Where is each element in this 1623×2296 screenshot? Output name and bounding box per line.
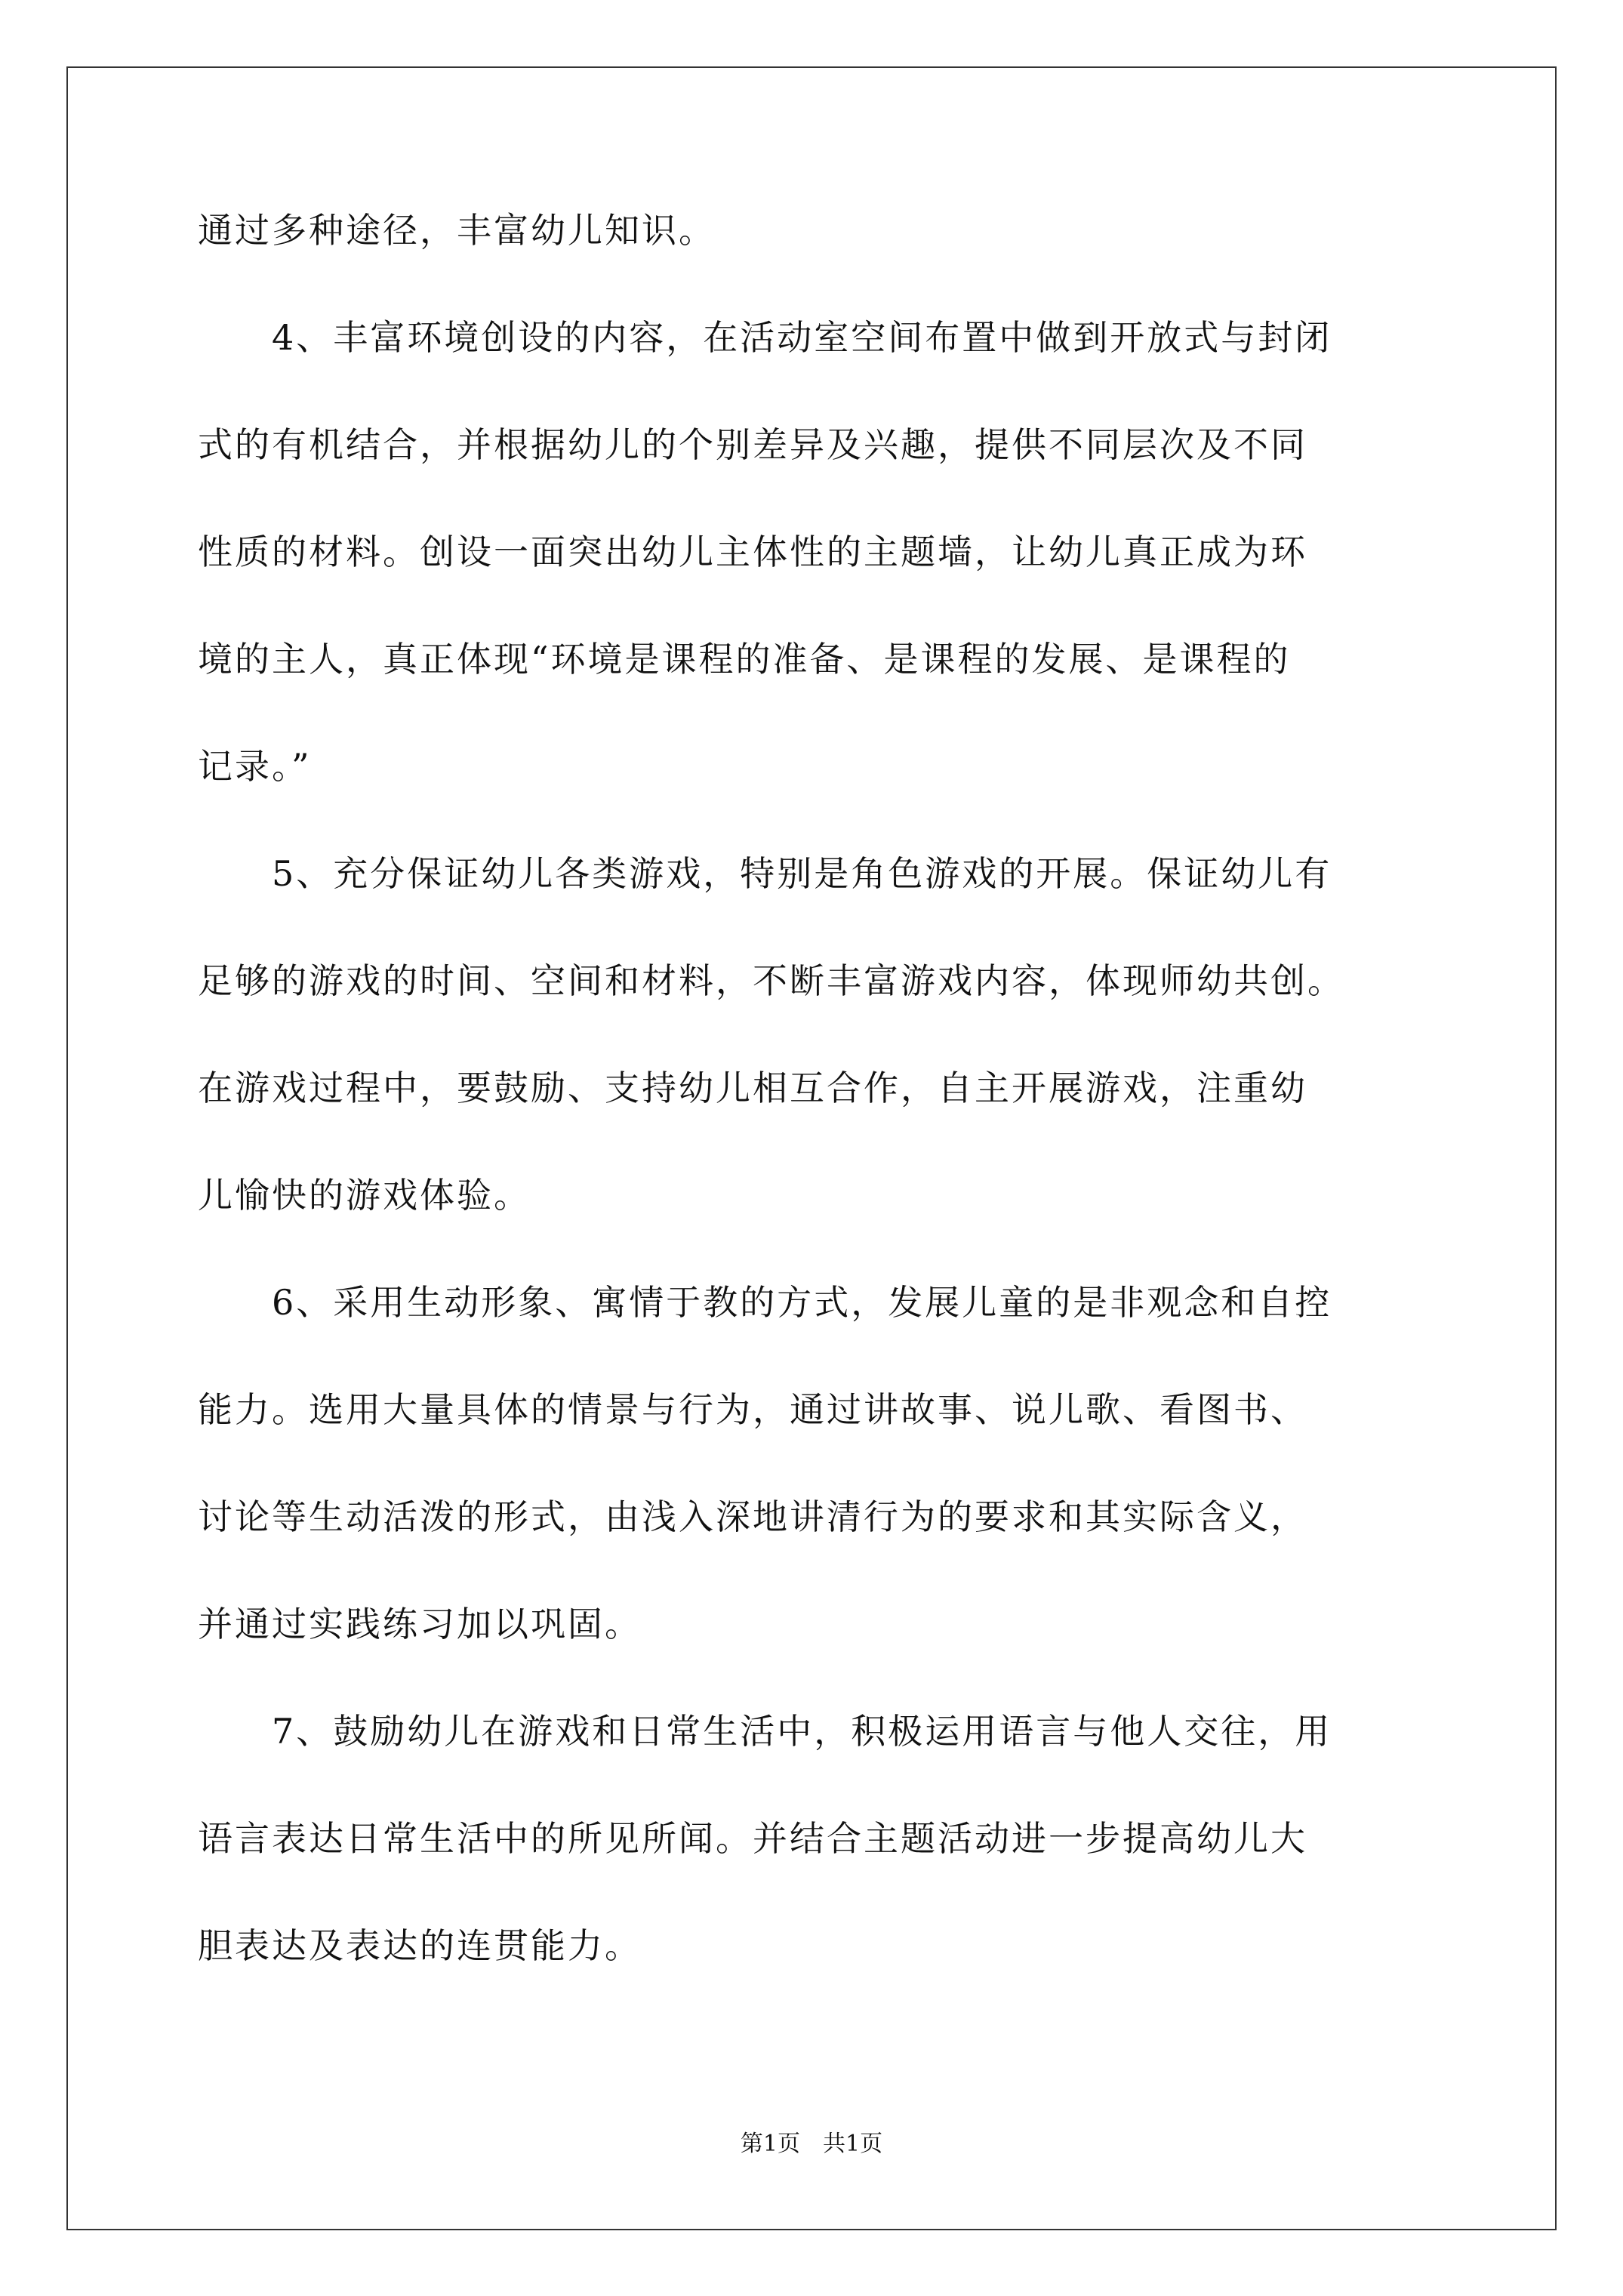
text-line: 并通过实践练习加以巩固。 [198, 1604, 642, 1644]
page-border [66, 66, 1557, 2230]
text-line: 在游戏过程中，要鼓励、支持幼儿相互合作，自主开展游戏，注重幼 [198, 1068, 1307, 1108]
text-line: 5、充分保证幼儿各类游戏，特别是角色游戏的开展。保证幼儿有 [198, 853, 1332, 894]
text-line: 4、丰富环境创设的内容，在活动室空间布置中做到开放式与封闭 [198, 317, 1332, 358]
text-line: 性质的材料。创设一面突出幼儿主体性的主题墙，让幼儿真正成为环 [198, 532, 1307, 572]
text-line: 式的有机结合，并根据幼儿的个别差异及兴趣，提供不同层次及不同 [198, 424, 1307, 465]
text-line: 胆表达及表达的连贯能力。 [198, 1925, 642, 1966]
text-line: 能力。选用大量具体的情景与行为，通过讲故事、说儿歌、看图书、 [198, 1389, 1307, 1430]
text-line: 儿愉快的游戏体验。 [198, 1175, 531, 1216]
text-line: 记录。” [198, 746, 312, 787]
text-line: 通过多种途径，丰富幼儿知识。 [198, 210, 716, 251]
text-line: 7、鼓励幼儿在游戏和日常生活中，积极运用语言与他人交往，用 [198, 1711, 1332, 1752]
text-line: 讨论等生动活泼的形式，由浅入深地讲清行为的要求和其实际含义， [198, 1496, 1307, 1537]
text-line: 语言表达日常生活中的所见所闻。并结合主题活动进一步提高幼儿大 [198, 1818, 1307, 1859]
text-line: 足够的游戏的时间、空间和材料，不断丰富游戏内容，体现师幼共创。 [198, 960, 1344, 1001]
text-line: 6、采用生动形象、寓情于教的方式，发展儿童的是非观念和自控 [198, 1282, 1332, 1323]
text-line: 境的主人，真正体现“环境是课程的准备、是课程的发展、是课程的 [198, 639, 1291, 680]
page-footer: 第1页 共1页 [740, 2131, 883, 2157]
